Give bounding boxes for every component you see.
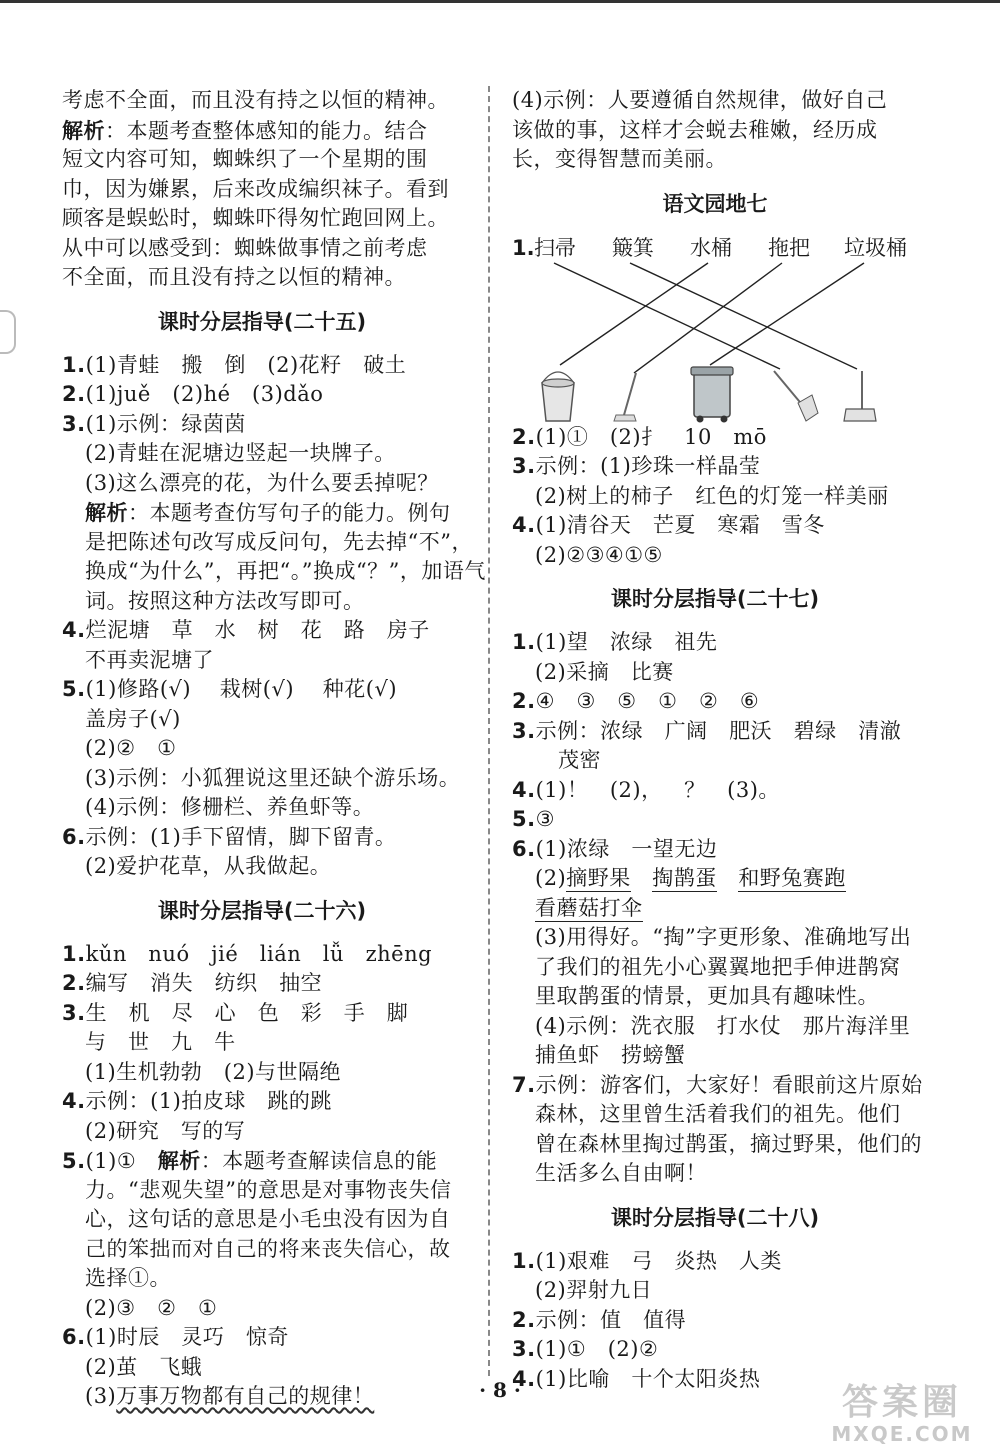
question-number: 2.	[62, 382, 86, 406]
question-number: 1.	[62, 941, 86, 966]
answer-line: (2)树上的柿子 红色的灯笼一样美丽	[535, 483, 889, 508]
answer-line: 词。按照这种方法改写即可。	[85, 588, 365, 613]
answer-text: 示例：值 值得	[535, 1307, 687, 1332]
answer-text: (1)清谷天 芒夏 寒霜 雪冬	[535, 513, 825, 537]
section-heading: 课时分层指导(二十五)	[157, 309, 367, 334]
mop-icon	[614, 373, 636, 421]
answer-line	[62, 1087, 462, 1117]
matching-lines	[512, 233, 918, 423]
text-line: 长，变得智慧而美丽。	[512, 147, 727, 171]
trash-can-icon	[691, 367, 733, 423]
answer-line: (3)用得好。“掏”字更形象、准确地写出	[535, 925, 912, 949]
text-line: 顾客是蜈蚣时，蜘蛛吓得匆忙跑回网上。	[62, 206, 449, 230]
question-number: 6.	[512, 836, 536, 861]
match-line	[554, 263, 780, 369]
bucket-icon	[542, 372, 574, 421]
section-heading: 课时分层指导(二十八)	[610, 1205, 820, 1230]
dustpan-icon	[844, 371, 876, 421]
answer-text: 示例：(1)拍皮球 跳的跳	[85, 1089, 332, 1113]
answer-line: (2)青蛙在泥塘边竖起一块牌子。	[85, 441, 396, 465]
answer-line: 里取鹊蛋的情景，更加具有趣味性。	[535, 984, 879, 1008]
matching-exercise	[512, 233, 918, 423]
answer-text: (1)示例：绿茵茵	[85, 411, 246, 436]
question-number: 4.	[512, 1366, 536, 1391]
answer-line: 捕鱼虾 捞螃蟹	[535, 1043, 686, 1067]
section-heading: 课时分层指导(二十七)	[610, 587, 820, 611]
answer-line	[62, 498, 462, 528]
answer-line	[512, 452, 918, 482]
answer-line	[62, 410, 462, 440]
answer-text: 示例：(1)珍珠一样晶莹	[535, 454, 761, 478]
underlined-answer: 看蘑菇打伞	[535, 895, 643, 920]
answer-line	[512, 511, 918, 541]
answer-text: (1)① (2)扌 10 mō	[535, 424, 767, 449]
text-line	[62, 116, 462, 146]
question-number: 1.	[512, 235, 535, 260]
question-number: 1.	[62, 352, 86, 377]
section-heading: 语文园地七	[662, 191, 768, 216]
answer-text: 示例：浓绿 广阔 肥沃 碧绿 清澈	[535, 718, 902, 743]
answer-text: (1)比喻 十个太阳炎热	[535, 1366, 761, 1391]
answer-line: (4)示例：修栅栏、养鱼虾等。	[85, 795, 375, 819]
answer-line: 不再卖泥塘了	[85, 647, 214, 672]
answer-line: (2)② ①	[85, 736, 177, 760]
answer-text: 烂泥塘 草 水 树 花 路 房子	[85, 618, 430, 642]
answer-line	[512, 805, 918, 835]
question-number: 2.	[62, 971, 86, 995]
watermark-url: MXQE.COM	[831, 1422, 973, 1446]
answer-line	[512, 1335, 918, 1365]
question-number: 2.	[512, 424, 536, 449]
question-number: 4.	[512, 777, 536, 802]
wavy-underlined-answer: 万事万物都有自己的规律！	[116, 1384, 375, 1408]
answer-line: (4)示例：洗衣服 打水仗 那片海洋里	[535, 1013, 911, 1038]
answer-line: 生活多么自由啊！	[535, 1161, 707, 1185]
top-rule	[0, 0, 1000, 3]
match-line	[560, 263, 708, 365]
answer-prefix: (3)	[85, 1384, 117, 1408]
question-number: 3.	[512, 454, 536, 478]
answer-line	[512, 423, 918, 453]
left-column	[62, 86, 486, 1412]
question-number: 4.	[512, 513, 536, 537]
analysis-label: 解析	[62, 117, 105, 143]
answer-text: (1)艰难 弓 炎热 人类	[535, 1248, 782, 1273]
underlined-answer: 摘野果	[566, 866, 631, 890]
answer-line: 选择①。	[85, 1266, 171, 1290]
answer-line	[62, 1146, 462, 1176]
analysis-text: ：本题考查整体感知的能力。结合	[105, 118, 428, 143]
text-line: 巾，因为嫌累，后来改成编织袜子。看到	[62, 176, 449, 201]
broom-icon	[774, 371, 818, 421]
answer-text: 示例：(1)手下留情，脚下留青。	[85, 824, 397, 849]
answer-line: 心，这句话的意思是小毛虫没有因为自	[85, 1207, 451, 1231]
analysis-text: ：本题考查解读信息的能	[200, 1149, 438, 1173]
answer-line: (3)这么漂亮的花，为什么要丢掉呢？	[85, 470, 439, 495]
answer-line	[62, 823, 462, 853]
match-line	[710, 263, 864, 365]
answer-line	[62, 940, 462, 970]
word-mop: 拖把	[768, 235, 810, 260]
answer-line	[512, 1071, 923, 1101]
section-heading: 课时分层指导(二十六)	[157, 898, 367, 923]
question-number: 2.	[512, 689, 536, 713]
question-number: 1.	[512, 630, 536, 654]
match-line	[634, 263, 782, 373]
question-number: 7.	[512, 1072, 536, 1097]
answer-line: (1)生机勃勃 (2)与世隔绝	[85, 1059, 342, 1084]
text-line: (4)示例：人要遵循自然规律，做好自己	[512, 88, 888, 112]
page-number: · 8 ·	[479, 1378, 521, 1402]
answer-text: (1)①	[85, 1149, 137, 1173]
question-number: 6.	[62, 824, 86, 849]
answer-line	[512, 1247, 918, 1277]
answer-text: (1)① (2)②	[535, 1337, 659, 1361]
text-line: 该做的事，这样才会蜕去稚嫩，经历成	[512, 117, 878, 142]
question-number: 3.	[62, 1000, 86, 1025]
question-number: 4.	[62, 1089, 86, 1113]
question-number: 5.	[62, 1149, 86, 1173]
question-number: 3.	[512, 718, 536, 743]
answer-line	[62, 999, 462, 1029]
answer-line: 了我们的祖先小心翼翼地把手伸进鹊窝	[535, 954, 901, 979]
answer-text: kǔn nuó jié lián lǚ zhēng	[85, 941, 433, 966]
question-number: 5.	[62, 677, 86, 701]
answer-line: (2)②③④①⑤	[535, 542, 663, 567]
analysis-label: 解析	[157, 1148, 201, 1173]
answer-text: (1)时辰 灵巧 惊奇	[85, 1325, 289, 1349]
answer-line	[512, 864, 918, 894]
underlined-answer: 掏鹊蛋	[652, 866, 717, 890]
answer-text: 编写 消失 纺织 抽空	[85, 971, 323, 995]
binding-mark	[0, 310, 16, 354]
answer-text: 生 机 尽 心 色 彩 手 脚	[85, 1000, 409, 1025]
answer-line: (2)羿射九日	[535, 1278, 653, 1302]
answer-line	[62, 1323, 462, 1353]
answer-text: (1)浓绿 一望无边	[535, 836, 718, 861]
answer-line	[62, 380, 462, 410]
analysis-text: ：本题考查仿写句子的能力。例句	[128, 501, 451, 525]
question-number: 2.	[512, 1307, 536, 1332]
answer-line	[62, 616, 462, 646]
answer-line: (3)示例：小狐狸说这里还缺个游乐场。	[85, 765, 461, 790]
answer-line: 是把陈述句改写成反问句，先去掉“不”，	[85, 529, 473, 554]
answer-line	[62, 351, 462, 381]
text-line: 短文内容可知，蜘蛛织了一个星期的围	[62, 147, 428, 171]
answer-text: (1)juě (2)hé (3)dǎo	[85, 382, 324, 406]
text-line: 不全面，而且没有持之以恒的精神。	[62, 265, 406, 289]
answer-text: (1)！ (2)， ？ (3)。	[535, 777, 780, 802]
answer-line: 盖房子(√)	[85, 706, 181, 731]
answer-line: 茂密	[558, 748, 601, 772]
answer-line: (2)爱护花草，从我做起。	[85, 854, 332, 878]
answer-line	[512, 835, 918, 865]
answer-prefix: (2)	[535, 866, 567, 890]
answer-text: ④ ③ ⑤ ① ② ⑥	[535, 689, 760, 713]
column-divider	[488, 86, 490, 1376]
answer-line: 力。“悲观失望”的意思是对事物丧失信	[85, 1177, 452, 1202]
word-bucket: 水桶	[690, 235, 732, 260]
answer-line	[62, 1382, 462, 1412]
word-trash-can: 垃圾桶	[844, 235, 907, 260]
question-number: 3.	[512, 1337, 536, 1361]
answer-line	[512, 717, 918, 747]
answer-line: (2)研究 写的写	[85, 1118, 246, 1143]
answer-text: (1)望 浓绿 祖先	[535, 630, 718, 654]
answer-text: 示例：游客们，大家好！看眼前这片原始	[535, 1072, 923, 1097]
question-number: 4.	[62, 618, 86, 642]
answer-line: (2)茧 飞蛾	[85, 1354, 203, 1379]
word-broom: 扫帚	[534, 235, 576, 260]
answer-line: (2)采摘 比赛	[535, 659, 674, 684]
question-number: 5.	[512, 807, 536, 831]
answer-text: (1)青蛙 搬 倒 (2)花籽 破土	[85, 352, 407, 377]
answer-line	[512, 628, 918, 658]
text-line: 考虑不全面，而且没有持之以恒的精神。	[62, 88, 449, 112]
answer-line: 与 世 九 牛	[85, 1030, 236, 1054]
analysis-label: 解析	[85, 500, 128, 525]
answer-line	[512, 687, 918, 717]
question-number: 1.	[512, 1248, 536, 1273]
answer-line: 换成“为什么”，再把“。”换成“？”，加语气	[85, 559, 486, 583]
watermark-logo: 答案圈	[841, 1382, 962, 1423]
answer-line	[62, 969, 462, 999]
answer-line: (2)③ ② ①	[85, 1295, 218, 1320]
right-column	[512, 86, 923, 1394]
watermark	[812, 1383, 992, 1451]
answer-text: (1)修路(√) 栽树(√) 种花(√)	[85, 677, 398, 701]
match-line	[630, 263, 857, 369]
word-dustpan: 簸箕	[612, 235, 654, 260]
answer-line	[62, 675, 462, 705]
answer-line: 曾在森林里掏过鹊蛋，摘过野果，他们的	[535, 1131, 922, 1156]
question-number: 3.	[62, 411, 86, 436]
answer-line	[512, 776, 918, 806]
answer-line: 己的笨拙而对自己的将来丧失信心，故	[85, 1236, 451, 1261]
answer-line: 森林，这里曾生活着我们的祖先。他们	[535, 1102, 901, 1126]
text-line: 从中可以感受到：蜘蛛做事情之前考虑	[62, 235, 428, 260]
underlined-answer: 和野兔赛跑	[738, 866, 846, 890]
question-number: 6.	[62, 1325, 86, 1349]
answer-line	[512, 894, 918, 924]
answer-line	[512, 1306, 918, 1336]
answer-text: ③	[535, 807, 555, 831]
